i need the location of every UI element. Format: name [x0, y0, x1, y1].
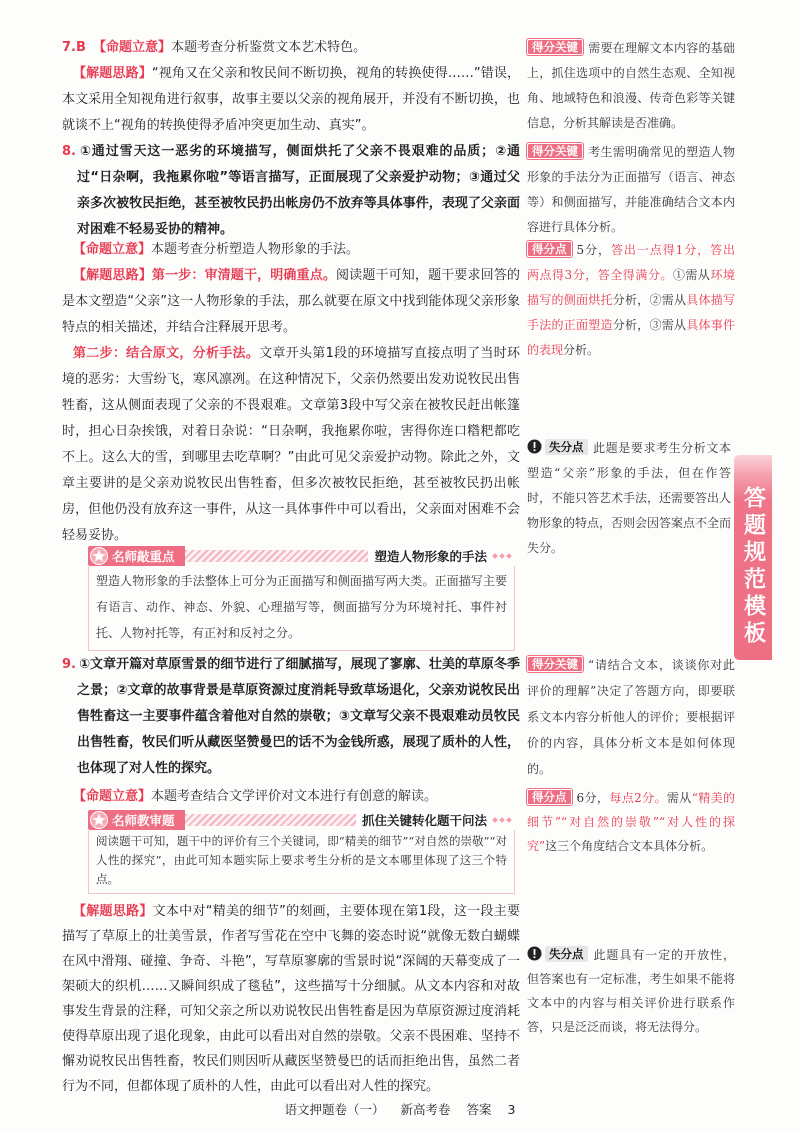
- q9-intent-text: 本题考查结合文学评价对文本进行有创意的解读。: [151, 789, 438, 804]
- q8-step2-text: 文章开头第1段的环境描写直接点明了当时环境的恶劣：大雪纷飞，寒风凛冽。在这种情况下，父亲仍然要出发劝说牧民出售牲畜，这从侧面表现了父亲的不畏艰难。文章第3段中写父亲在被牧民赶出帐篷时，担心日杂挨饿，对着日杂说：“日杂啊，我拖累你啦，害得你连口糌粑都吃不上。这么大的雪，到哪里去吃草啊？”由此可见父亲爱护动物。除此之外，文章主要讲的是父亲劝说牧民出售牲畜，但多次被牧民拒绝，甚至被牧民扔出帐房，但他仍没有放弃这一事件，从这一具体事件中可以看出，父亲面对困难不会轻易妥协。: [62, 346, 520, 543]
- tip-box-tag: [88, 546, 185, 566]
- side-note-text: 6分，: [576, 791, 610, 805]
- tip-box-tag: [88, 810, 185, 830]
- side-note-7: [527, 943, 735, 1039]
- tip-box-tag-label: 名师敲重点: [112, 549, 175, 564]
- q8-answer: [62, 139, 520, 243]
- q9-intent-label: 【命题立意】: [73, 789, 152, 804]
- q9-number: 9.: [62, 657, 76, 672]
- side-note-text: 考生需明确常见的塑造人物形象的手法分为正面描写（语言、神态等）和侧面描写，并能准确结合文本内容进行具体分析。: [527, 145, 735, 234]
- star-icon: [90, 547, 108, 565]
- side-note-text: 5分，: [576, 243, 611, 257]
- q8-intent-text: 本题考查分析塑造人物形象的手法。: [151, 242, 360, 257]
- tip-box-banner: [88, 810, 515, 830]
- banner-dots: [493, 818, 515, 822]
- q9-answer: [62, 652, 520, 782]
- banner-stripe: [185, 550, 369, 562]
- lose-point-label: 失分点: [545, 946, 588, 962]
- side-note-text: 分析，②需从: [612, 293, 687, 307]
- side-note-4: [527, 436, 731, 561]
- q8-answer-text: ①通过雪天这一恶劣的环境描写，侧面烘托了父亲不畏艰难的品质；②通过“日杂啊，我拖累你啦”等语言描写，正面展现了父亲爱护动物；③通过父亲多次被牧民拒绝，甚至被牧民扔出帐房仍不放弃等具体事件，表现了父亲面对困难不轻易妥协的精神。: [77, 144, 520, 237]
- tip-box-body: 阅读题干可知，题干中的评价有三个关键词，即“精美的细节”“对自然的崇敬”“对人性的探究”，由此可知本题实际上要求考生分析的是文本哪里体现了这三个特点。: [88, 830, 515, 894]
- score-point-tag: 得分点: [527, 789, 572, 805]
- side-note-5: [527, 652, 735, 782]
- q7-analysis-label: 【解题思路】: [73, 66, 152, 81]
- q8-step2: [62, 341, 520, 549]
- q7-analysis-text: “视角又在父亲和牧民间不断切换，视角的转换使得……”错误，本文采用全知视角进行叙事，故事主要以父亲的视角展开，并没有不断切换，也就谈不上“视角的转换使得矛盾冲突更加生动、真实”。: [62, 66, 520, 133]
- page-number: 3: [507, 1102, 516, 1117]
- q7-number: 7.B: [62, 40, 86, 55]
- score-key-tag: 得分关键: [527, 656, 583, 672]
- side-note-text: ①需从: [672, 268, 711, 282]
- side-note-3: [527, 238, 735, 363]
- tip-box-banner: [88, 546, 515, 566]
- side-note-highlight: “精美的细节”“对自然的崇敬”“对人性的探究”: [527, 791, 735, 853]
- side-note-text: 这三个角度结合文本具体分析。: [545, 839, 714, 853]
- q8-step2-label: 第二步：结合原文，分析手法。: [73, 346, 260, 361]
- q9-analysis-label: 【解题思路】: [73, 904, 153, 919]
- side-note-6: [527, 786, 735, 858]
- banner-stripe: [185, 814, 356, 826]
- tip-box-title: 塑造人物形象的手法: [368, 547, 493, 565]
- tip-box-title: 抓住关键转化题干问法: [356, 811, 493, 829]
- score-point-tag: 得分点: [527, 241, 572, 257]
- side-note-text: “请结合文本，谈谈你对此评价的理解”决定了答题方向，即要联系文本内容分析他人的评价；要根据评价的内容，具体分析文本是如何体现的。: [527, 658, 735, 776]
- footer-book-title: 语文押题卷（一）: [284, 1102, 385, 1117]
- side-note-1: [527, 36, 735, 136]
- side-note-text: 分析。: [563, 343, 600, 357]
- lose-point-label: 失分点: [545, 439, 588, 455]
- side-note-text: 需要在理解文本内容的基础上，抓住选项中的自然生态观、全知视角、地域特色和浪漫、传奇色彩等关键信息，分析其解读是否准确。: [527, 41, 735, 130]
- side-note-text: 此题具有一定的开放性，但答案也有一定标准，考生如果不能将文本中的内容与相关评价进行联系作答，只是泛泛而谈，将无法得分。: [527, 948, 735, 1034]
- q8-step1-label: 第一步：审清题干，明确重点。: [151, 268, 337, 283]
- footer-edition: 新高考卷: [400, 1102, 451, 1117]
- banner-dots: [493, 554, 515, 558]
- q8-step1: [62, 263, 520, 341]
- side-note-highlight: 环境描写的侧面烘托: [527, 268, 735, 307]
- answer-template-side-tab: 答题规范模板: [734, 455, 772, 660]
- q8-intent-label: 【命题立意】: [73, 242, 152, 257]
- q7-analysis: [62, 61, 520, 139]
- tip-box-body: 塑造人物形象的手法整体上可分为正面描写和侧面描写两大类。正面描写主要有语言、动作、神态、外貌、心理描写等，侧面描写分为环境衬托、事件衬托、人物衬托等，有正衬和反衬之分。: [88, 566, 515, 651]
- q7-intent-text: 本题考查分析鉴赏文本艺术特色。: [171, 40, 367, 55]
- q9-answer-text: ①文章开篇对草原雪景的细节进行了细腻描写，展现了寥廓、壮美的草原冬季之景；②文章的故事背景是草原资源过度消耗导致草场退化，父亲劝说牧民出售牲畜这一主要事件蕴含着他对自然的崇敬；③文章写父亲不畏艰难动员牧民出售牲畜，牧民们听从藏医坚赞曼巴的话不为金钱所惑，展现了质朴的人性，也体现了对人性的探究。: [77, 657, 520, 776]
- side-note-highlight: 具体事件的表现: [527, 318, 735, 357]
- question-7: [62, 35, 520, 139]
- score-key-tag: 得分关键: [527, 143, 583, 159]
- q8-step1-text: 阅读题干可知，题干要求回答的是本文塑造“父亲”这一人物形象的手法，那么就要在原文中找到能体现父亲形象特点的相关描述，并结合注释展开思考。: [62, 268, 520, 335]
- lose-point-tag: [527, 439, 588, 455]
- q8-analysis-label: 【解题思路】: [73, 268, 152, 283]
- q9-analysis: [62, 899, 520, 1099]
- warning-icon: [527, 946, 542, 961]
- tip-box-reading-question: [88, 810, 515, 894]
- footer-section: 答案: [466, 1102, 492, 1117]
- warning-icon: [527, 439, 542, 454]
- side-note-text: 分析，③需从: [612, 318, 687, 332]
- q8-intent: [62, 237, 520, 263]
- side-note-highlight: 每点2分。: [609, 791, 667, 805]
- q9-intent: [62, 784, 520, 810]
- q9-analysis-text: 文本中对“精美的细节”的刻画，主要体现在第1段，这一段主要描写了草原上的壮美雪景，作者写雪花在空中飞舞的姿态时说“就像无数白蝴蝶在风中滑翔、碰撞、争奇、斗艳”，写草原寥廓的雪景时说“深阔的天幕变成了一架硕大的织机……又瞬间织成了毯毡”，这些描写十分细腻。从文本内容和对故事发生背景的注释，可知父亲之所以劝说牧民出售牲畜是因为草原资源过度消耗使得草原出现了退化现象，由此可以看出对自然的崇敬。父亲不畏困难、坚持不懈劝说牧民出售牲畜，牧民们则因听从藏医坚赞曼巴的话而拒绝出售，虽然二者行为不同，但都体现了质朴的人性，由此可以看出对人性的探究。: [62, 904, 520, 1094]
- score-key-tag: 得分关键: [527, 39, 583, 55]
- lose-point-tag: [527, 946, 588, 962]
- side-note-highlight: 具体描写手法的正面塑造: [527, 293, 735, 332]
- q8-number: 8.: [62, 144, 76, 159]
- side-note-text: 需从: [666, 791, 692, 805]
- side-note-text: 此题是要求考生分析文本塑造“父亲”形象的手法，但在作答时，不能只答艺术手法，还需要答出人物形象的特点，否则会因答案点不全而失分。: [527, 441, 732, 555]
- q7-intent-label: 【命题立意】: [93, 40, 172, 55]
- side-note-2: [527, 140, 735, 240]
- star-icon: [90, 811, 108, 829]
- tip-box-key-points: [88, 546, 515, 651]
- side-note-highlight: 答出一点得1分，答出两点得3分，答全得满分。: [527, 243, 736, 282]
- q7-intent: [62, 35, 520, 61]
- page-footer: [0, 1100, 800, 1118]
- tip-box-tag-label: 名师教审题: [112, 813, 175, 828]
